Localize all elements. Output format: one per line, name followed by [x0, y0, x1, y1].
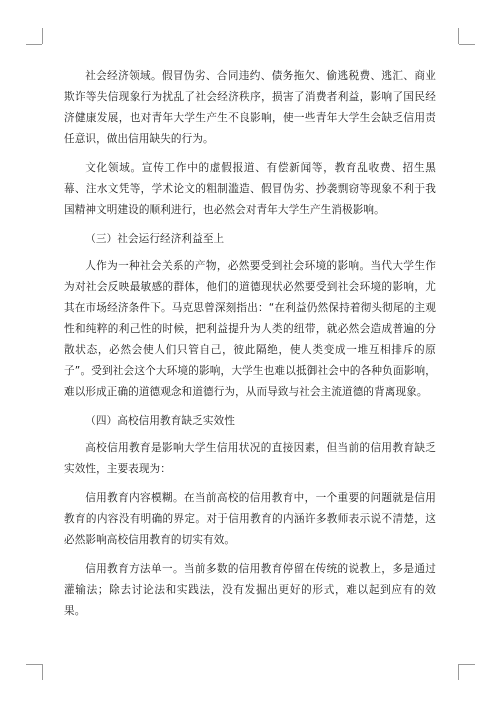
section-heading-4: （四）高校信用教育缺乏实效性	[85, 415, 235, 427]
crop-mark-top-left	[26, 44, 42, 45]
crop-mark-bottom-left	[42, 664, 43, 680]
paragraph-credit-education-intro: 高校信用教育是影响大学生信用状况的直接因素，但当前的信用教育缺乏实效性，主要表现为：	[64, 442, 436, 475]
paragraph-cultural-domain: 文化领域。宣传工作中的虚假报道、有偿新闻等，教育乱收费、招生黑幕、注水文凭等，学术论文的粗制滥造、假冒伪劣、抄袭剽窃等现象不利于我国精神文明建设的顺利进行，也必然会对青年大学生产生消极影响。	[64, 162, 436, 216]
crop-mark-top-left	[42, 28, 43, 44]
paragraph-method-single: 信用教育方法单一。当前多数的信用教育停留在传统的说教上，多是通过灌输法；除去讨论法和实践法，没有发掘出更好的形式，难以起到应有的效果。	[64, 563, 436, 617]
crop-mark-bottom-right	[458, 664, 459, 680]
section-heading-3: （三）社会运行经济利益至上	[85, 233, 225, 245]
crop-mark-top-right	[459, 44, 475, 45]
paragraph-content-vague: 信用教育内容模糊。在当前高校的信用教育中，一个重要的问题就是信用教育的内容没有明确的界定。对于信用教育的内涵许多教师表示说不清楚，这必然影响高校信用教育的切实有效。	[64, 492, 436, 546]
document-body	[64, 66, 436, 630]
crop-mark-top-right	[458, 28, 459, 44]
paragraph-social-environment: 人作为一种社会关系的产物，必然要受到社会环境的影响。当代大学生作为对社会反映最敏感的群体，他们的道德现状必然要受到社会环境的影响，尤其在市场经济条件下。马克思曾深刻指出：“在利益仍然保持着彻头彻尾的主观性和纯粹的利己性的时候，把利益提升为人类的纽带，就必然会造成普遍的分散状态，必然会使人们只管自己，彼此隔绝，使人类变成一堆互相排斥的原子”。受到社会这个大环境的影响，大学生也难以抵御社会中的各种负面影响，难以形成正确的道德观念和道德行为，从而导致与社会主流道德的背离现象。	[64, 260, 436, 398]
crop-mark-bottom-right	[459, 664, 475, 665]
paragraph-economic-domain: 社会经济领域。假冒伪劣、合同违约、债务拖欠、偷逃税费、逃汇、商业欺诈等失信现象行为扰乱了社会经济秩序，损害了消费者利益，影响了国民经济健康发展，也对青年大学生产生不良影响，使一些青年大学生会缺乏信用责任意识，做出信用缺失的行为。	[64, 70, 436, 145]
crop-mark-bottom-left	[26, 664, 42, 665]
